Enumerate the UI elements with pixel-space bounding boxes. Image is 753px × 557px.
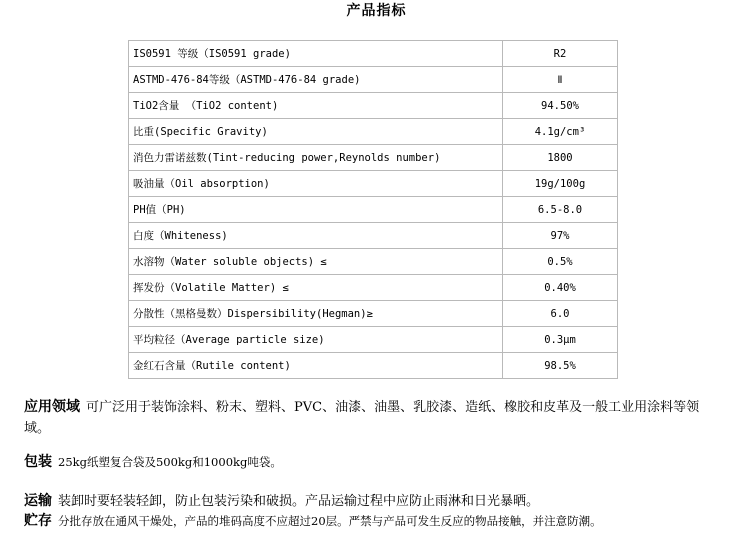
spec-value: R2 bbox=[503, 41, 618, 67]
spec-row bbox=[129, 171, 618, 197]
spec-value: 0.3μm bbox=[503, 327, 618, 353]
spec-value: 6.0 bbox=[503, 301, 618, 327]
storage-text: 分批存放在通风干燥处，产品的堆码高度不应超过20层。严禁与产品可发生反应的物品接触，并注意防潮。 bbox=[58, 514, 602, 528]
spec-property: 平均粒径（Average particle size) bbox=[129, 327, 503, 353]
spec-property: IS0591 等级（IS0591 grade) bbox=[129, 41, 503, 67]
application-section bbox=[24, 397, 724, 439]
spec-row bbox=[129, 119, 618, 145]
spec-property: 比重(Specific Gravity) bbox=[129, 119, 503, 145]
spec-value: 1800 bbox=[503, 145, 618, 171]
transport-section bbox=[24, 492, 724, 511]
spec-row bbox=[129, 93, 618, 119]
spec-value: 6.5-8.0 bbox=[503, 197, 618, 223]
page-title: 产品指标 bbox=[346, 3, 407, 19]
spec-property: 水溶物（Water soluble objects) ≤ bbox=[129, 249, 503, 275]
spec-value: 4.1g/cm³ bbox=[503, 119, 618, 145]
spec-property: 挥发份（Volatile Matter) ≤ bbox=[129, 275, 503, 301]
spec-row bbox=[129, 275, 618, 301]
packaging-label: 包装 bbox=[24, 454, 52, 470]
spec-row bbox=[129, 249, 618, 275]
packaging-section bbox=[24, 453, 724, 472]
spec-property: 消色力雷诺兹数(Tint-reducing power,Reynolds number) bbox=[129, 145, 503, 171]
spec-property: 白度（Whiteness) bbox=[129, 223, 503, 249]
spec-row bbox=[129, 223, 618, 249]
spec-row bbox=[129, 197, 618, 223]
spec-row bbox=[129, 67, 618, 93]
spec-property: 吸油量（Oil absorption) bbox=[129, 171, 503, 197]
spec-value: 0.5% bbox=[503, 249, 618, 275]
spec-value: 94.50% bbox=[503, 93, 618, 119]
transport-label: 运输 bbox=[24, 493, 52, 509]
packaging-text: 25kg纸塑复合袋及500kg和1000kg吨袋。 bbox=[58, 455, 282, 469]
spec-row bbox=[129, 145, 618, 171]
spec-property: 金红石含量（Rutile content) bbox=[129, 353, 503, 379]
spec-value: 98.5% bbox=[503, 353, 618, 379]
spec-property: 分散性（黑格曼数）Dispersibility(Hegman)≥ bbox=[129, 301, 503, 327]
spec-value: 97% bbox=[503, 223, 618, 249]
spec-row bbox=[129, 41, 618, 67]
application-label: 应用领域 bbox=[24, 399, 80, 415]
application-text: 可广泛用于装饰涂料、粉末、塑料、PVC、油漆、油墨、乳胶漆、造纸、橡胶和皮革及一般工业用涂料等领域。 bbox=[24, 400, 700, 436]
transport-text: 装卸时要轻装轻卸，防止包装污染和破损。产品运输过程中应防止雨淋和日光暴晒。 bbox=[58, 494, 540, 509]
spec-row bbox=[129, 301, 618, 327]
spec-table bbox=[128, 40, 618, 379]
spec-row bbox=[129, 353, 618, 379]
spec-value: 0.40% bbox=[503, 275, 618, 301]
spec-property: TiO2含量 （TiO2 content) bbox=[129, 93, 503, 119]
spec-row bbox=[129, 327, 618, 353]
spec-value: Ⅱ bbox=[503, 67, 618, 93]
storage-label: 贮存 bbox=[24, 513, 52, 529]
spec-value: 19g/100g bbox=[503, 171, 618, 197]
storage-section bbox=[24, 512, 724, 531]
spec-property: PH值（PH) bbox=[129, 197, 503, 223]
spec-property: ASTMD-476-84等级（ASTMD-476-84 grade) bbox=[129, 67, 503, 93]
